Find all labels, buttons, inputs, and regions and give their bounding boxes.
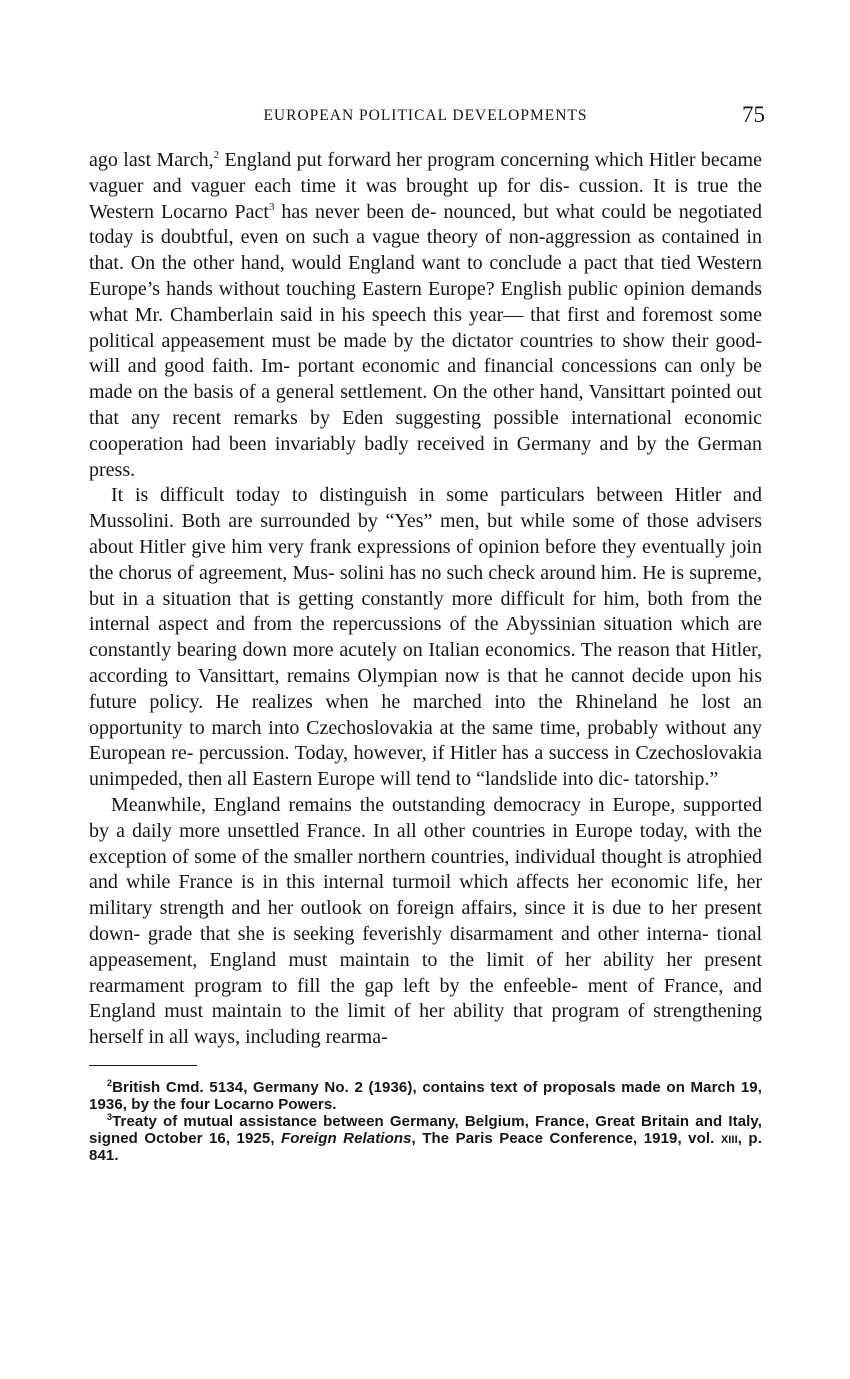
- body-text: [89, 148, 762, 1051]
- footnote-2-marker: 2: [107, 1077, 113, 1088]
- footnote-2: [89, 1079, 762, 1113]
- footnote-3-volume: xiii: [720, 1129, 738, 1147]
- paragraph-1-text-b: England put forward her program concerning which Hitler became vaguer and vaguer each time it was brought up for dis- cussion. It is true the Western Locarno Pact: [89, 149, 762, 223]
- footnote-3: [89, 1113, 762, 1164]
- paragraph-2: It is difficult today to distinguish in some particulars between Hitler and Mussolini. Both are surrounded by “Yes” men, but while some of those advisers about Hitler give him very frank expressions of opinion before they eventually join the chorus of agreement, Mus- solini has no such check around him. He is supreme, but in a situation that is getting constantly more difficult for him, both from the internal aspect and from the repercussions of the Abyssinian situation which are constantly bearing down more acutely on Italian economics. The reason that Hitler, according to Vansittart, remains Olympian now is that he cannot decide upon his future policy. He realizes when he marched into the Rhineland he lost an opportunity to march into Czechoslovakia at the same time, probably without any European re- percussion. Today, however, if Hitler has a success in Czechoslovakia unimpeded, then all Eastern Europe will tend to “landslide into dic- tatorship.”: [89, 484, 762, 791]
- paragraph-1-text-c: has never been de- nounced, but what could be negotiated today is doubtful, even on such a vague theory of non-aggression as contained in that. On the other hand, would England want to conclude a pact that tied Western Europe’s hands without touching Eastern Europe? English public opinion demands what Mr. Chamberlain said in his speech this year— that first and foremost some political appeasement must be made by the dictator countries to show their good-will and good faith. Im- portant economic and financial concessions can only be made on the basis of a general settlement. On the other hand, Vansittart pointed out that any recent remarks by Eden suggesting possible international economic cooperation had been invariably badly received in Germany and by the German press.: [89, 200, 762, 481]
- footnote-3-text-a: Treaty of mutual assistance between Germany, Belgium, France, Great Britain and Italy, signed October 16, 1925,: [89, 1112, 762, 1147]
- running-header: [89, 100, 765, 136]
- footnote-divider: [89, 1065, 197, 1066]
- document-page: [89, 100, 765, 1164]
- running-title: EUROPEAN POLITICAL DEVELOPMENTS: [263, 107, 588, 124]
- paragraph-3: Meanwhile, England remains the outstanding democracy in Europe, supported by a daily more unsettled France. In all other countries in Europe today, with the exception of some of the smaller northern countries, individual thought is atrophied and while France is in this internal turmoil which affects her economic life, her military strength and her outlook on foreign affairs, since it is due to her present down- grade that she is seeking feverishly disarmament and other interna- tional appeasement, England must maintain to the limit of her ability her present rearmament program to fill the gap left by the enfeeble- ment of France, and England must maintain to the limit of her ability that program of strengthening herself in all ways, including rearma-: [89, 793, 762, 1049]
- footnote-2-text: British Cmd. 5134, Germany No. 2 (1936), contains text of proposals made on March 19, 1936, by the four Locarno Powers.: [89, 1078, 762, 1113]
- paragraph-1: [89, 148, 762, 483]
- footnote-3-text-b: , The Paris Peace Conference, 1919, vol.: [411, 1129, 721, 1147]
- footnote-3-marker: 3: [107, 1111, 113, 1122]
- footnotes: [89, 1079, 762, 1164]
- footnote-ref-3: 3: [268, 200, 275, 213]
- paragraph-1-text-a: ago last March,: [89, 149, 214, 171]
- footnote-ref-2: 2: [213, 149, 220, 161]
- footnote-3-italic-title: Foreign Relations: [281, 1129, 412, 1147]
- footnote-3-text-c: , p. 841.: [89, 1129, 762, 1164]
- page-number: 75: [742, 102, 765, 127]
